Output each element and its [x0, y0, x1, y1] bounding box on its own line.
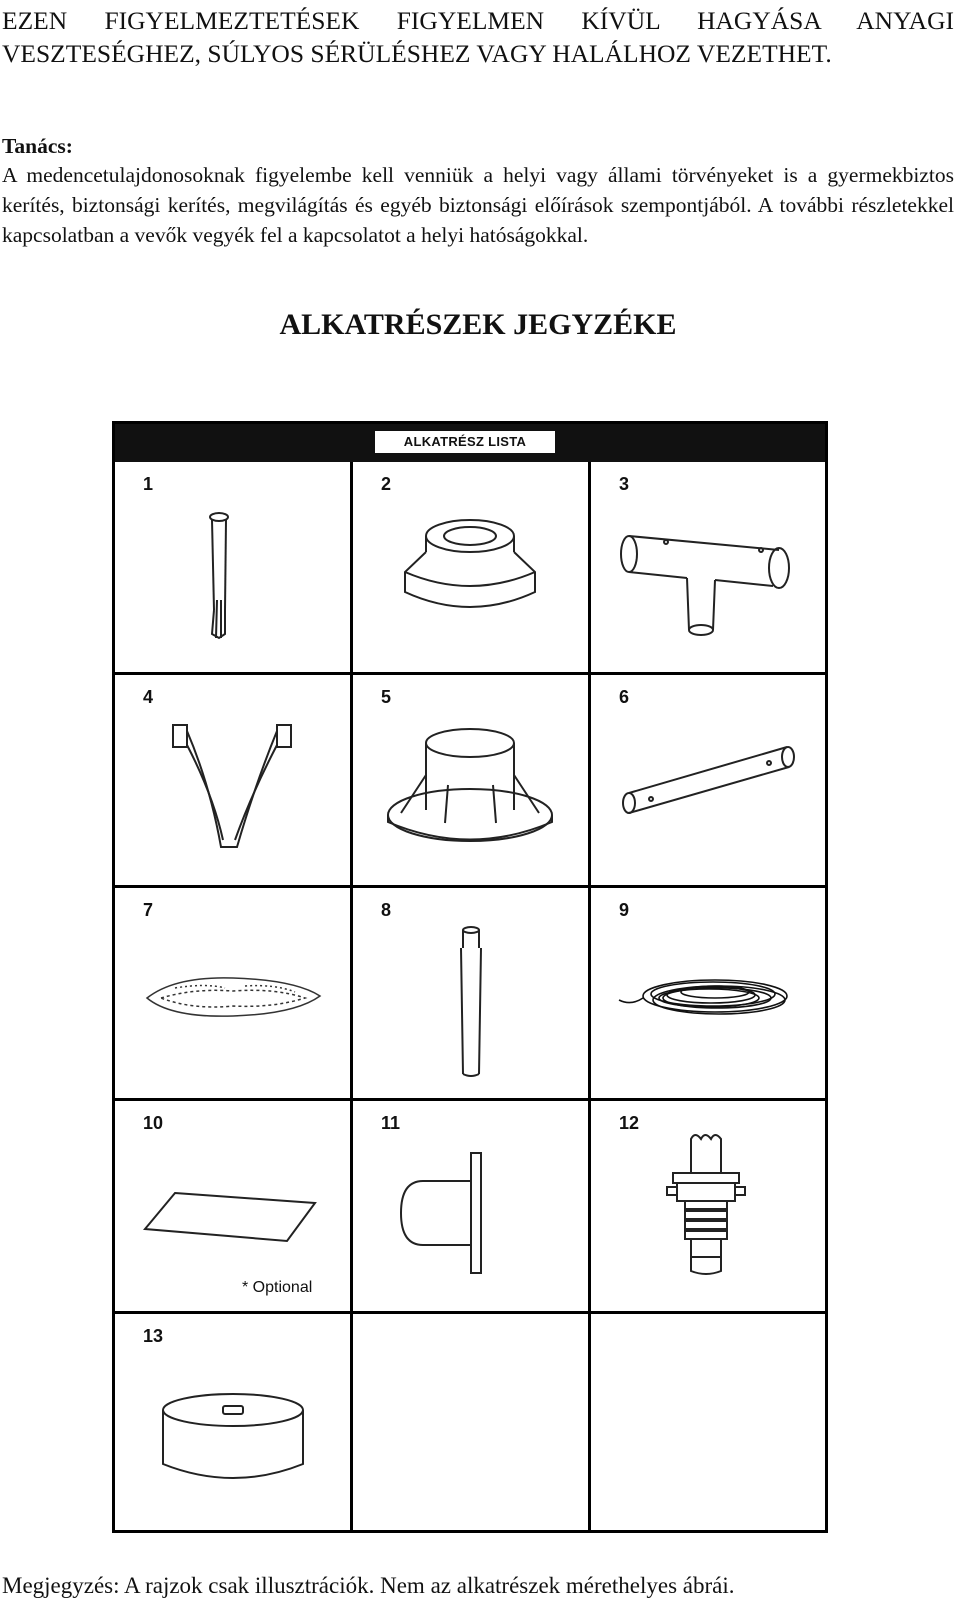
part-number: 13: [143, 1326, 164, 1346]
part-cell: [353, 675, 588, 885]
part-cell: [115, 675, 350, 885]
pin-icon: [115, 462, 350, 672]
part-number: 8: [381, 900, 392, 920]
part-number: 1: [143, 474, 154, 494]
part-cell: [591, 888, 826, 1098]
part-number: 11: [381, 1113, 401, 1133]
tip-body: A medencetulajdonosoknak figyelembe kell venniük a helyi vagy állami törvényeket is a gyermekbiztos kerítés, biztonsági kerítés, megvilágítás és egyéb biztonsági előírások szempontjából. A további részletekkel kapcsolatban a vevők vegyék fel a kapcsolatot a helyi hatóságokkal.: [2, 163, 954, 247]
ground-cloth-icon: [115, 888, 350, 1098]
parts-list-header: [115, 424, 825, 462]
parts-grid: [115, 462, 825, 1530]
part-number: 2: [381, 474, 392, 494]
part-cell: [353, 1101, 588, 1311]
rope-icon: [591, 888, 826, 1098]
parts-list-panel: [112, 421, 828, 1533]
part-cell: [353, 888, 588, 1098]
joint-seal-icon: [353, 1101, 588, 1311]
footnote: Megjegyzés: A rajzok csak illusztrációk. Nem az alkatrészek mérethelyes ábrái.: [2, 1573, 735, 1598]
part-number: 12: [619, 1113, 640, 1133]
horizontal-beam-icon: [591, 675, 826, 885]
optional-note: * Optional: [242, 1279, 313, 1296]
v-support-icon: [115, 675, 350, 885]
tip-label: Tanács:: [2, 134, 73, 158]
part-cell: [115, 888, 350, 1098]
vertical-leg-icon: [353, 888, 588, 1098]
part-number: 3: [619, 474, 630, 494]
part-number: 9: [619, 900, 630, 920]
part-cell: [115, 462, 350, 672]
part-number: 4: [143, 687, 154, 707]
cover-icon: [115, 1101, 350, 1311]
leg-cap-icon: [115, 1314, 350, 1524]
part-cell: [353, 462, 588, 672]
part-number: 5: [381, 687, 392, 707]
part-cell: [591, 462, 826, 672]
drain-valve-icon: [591, 1101, 826, 1311]
part-cell: [115, 1314, 350, 1524]
part-cell: [591, 675, 826, 885]
t-connector-icon: [591, 462, 826, 672]
base-plate-icon: [353, 675, 588, 885]
part-number: 10: [143, 1113, 164, 1133]
warning-text: EZEN FIGYELMEZTETÉSEK FIGYELMEN KÍVÜL HAGYÁSA ANYAGI VESZTESÉGHEZ, SÚLYOS SÉRÜLÉSHEZ VAGY HALÁLHOZ VEZETHET.: [2, 6, 954, 68]
part-cell: [115, 1101, 350, 1311]
cap-icon: [353, 462, 588, 672]
section-title: ALKATRÉSZEK JEGYZÉKE: [279, 308, 677, 341]
part-number: 6: [619, 687, 630, 707]
parts-list-header-label: ALKATRÉSZ LISTA: [375, 431, 555, 453]
part-number: 7: [143, 900, 154, 920]
part-cell: [591, 1101, 826, 1311]
